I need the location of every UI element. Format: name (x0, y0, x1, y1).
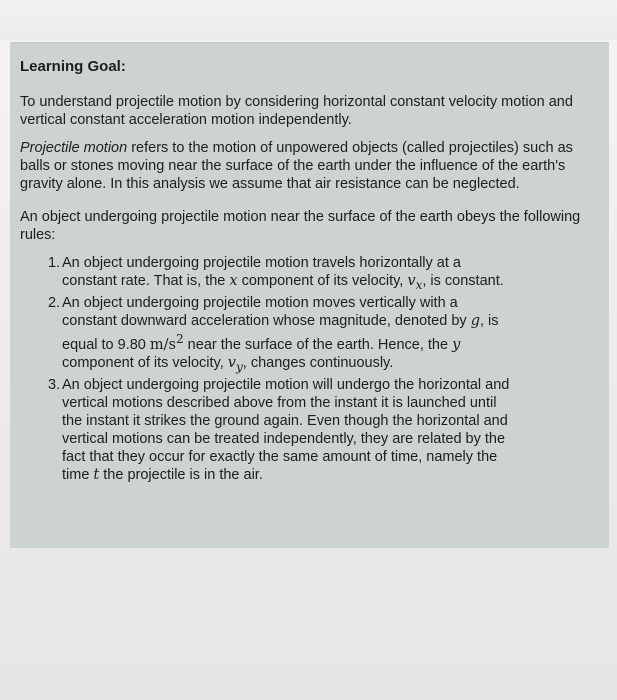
math-subscript: x (415, 277, 423, 292)
rule-item-1 (48, 254, 590, 294)
rule-number: 1. (48, 255, 61, 271)
rule-text: An object undergoing projectile motion travels horizontally at a constant rate. That is, the x component of its velocity, $v_x$, is constant. (62, 255, 504, 292)
math-subscript: y (235, 359, 243, 374)
math-variable: y (452, 336, 461, 353)
math-variable: t (93, 466, 100, 483)
rule-item-2 (48, 294, 590, 376)
learning-goal-title: Learning Goal: (20, 58, 126, 75)
rules-list (20, 254, 590, 484)
definition-term: Projectile motion (20, 140, 128, 156)
math-variable: v (407, 273, 416, 289)
math-variable: g (470, 312, 480, 329)
top-margin (0, 0, 617, 40)
math-superscript: 2 (175, 331, 184, 346)
rules-intro: An object undergoing projectile motion near the surface of the earth obeys the following rules: (20, 209, 581, 243)
rule-text: An object undergoing projectile motion moves vertically with a constant downward acceleration whose magnitude, denoted by g, is equal to 9.80 $m/s^2$ near the surface of the earth. Hence, the y component of its velocity, $v_y$, changes continuously. (62, 294, 499, 374)
learning-goal-content (20, 58, 590, 484)
math-variable: v (227, 354, 236, 371)
projectile-definition (20, 139, 590, 193)
math-variable: x (229, 273, 238, 289)
rule-item-3 (48, 376, 590, 484)
learning-goal-intro: To understand projectile motion by considering horizontal constant velocity motion and vertical constant acceleration motion independently. (20, 94, 573, 128)
definition-text: refers to the motion of unpowered objects (called projectiles) such as balls or stones moving near the surface of the earth under the influence of the earth's gravity alone. In this analysis we assume that air resistance can be neglected. (20, 140, 573, 192)
rule-number: 2. (48, 294, 61, 311)
math-unit: m/s (149, 336, 176, 353)
rule-number: 3. (48, 376, 61, 393)
rule-text: An object undergoing projectile motion will undergo the horizontal and vertical motions described above from the instant it is launched until the instant it strikes the ground again. Even though the horizontal and vertical motions can be treated independently, they are related by the fact that they occur for exactly the same amount of time, namely the time t the projectile is in the air. (62, 376, 510, 483)
